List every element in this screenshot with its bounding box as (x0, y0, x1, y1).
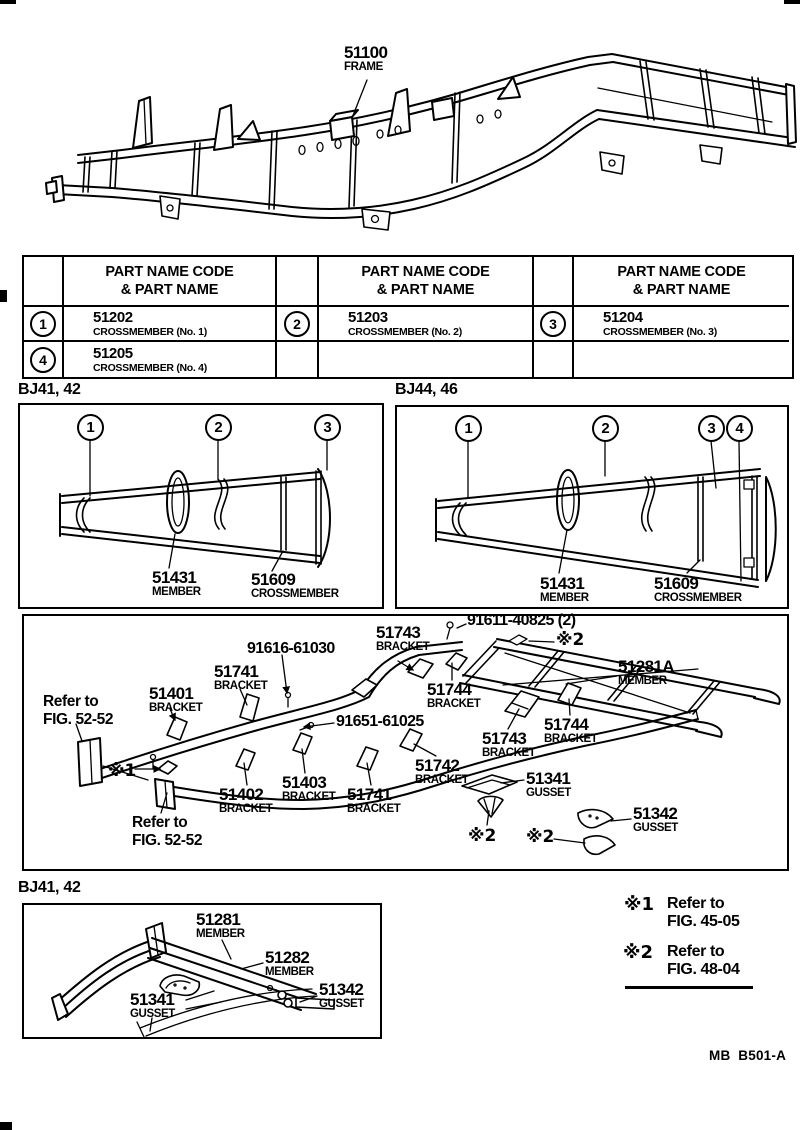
part-label-51282 (265, 949, 314, 979)
part-label-51342 (633, 805, 678, 835)
table-header-line1: PART NAME CODE (105, 263, 234, 280)
part-name: BRACKET (214, 680, 268, 692)
part-name: GUSSET (319, 998, 364, 1010)
table-part-code: 51203 (348, 308, 388, 326)
callout-circle-3: 3 (314, 414, 341, 441)
table-header-cell (319, 257, 534, 307)
part-code: 51431 (540, 574, 585, 593)
part-code: 51342 (319, 980, 364, 999)
part-code: 51609 (654, 574, 699, 593)
table-part-name: CROSSMEMBER (No. 3) (603, 325, 717, 338)
part-name: BRACKET (149, 702, 203, 714)
table-empty-cell (277, 342, 319, 377)
part-code: 51741 (214, 662, 259, 681)
part-name: MEMBER (265, 966, 314, 978)
part-label-51403 (282, 774, 335, 804)
refer-note-bottom (132, 814, 202, 850)
part-code: 91651-61025 (336, 713, 424, 730)
footnote-2 (667, 943, 739, 980)
footnote-line1: Refer to (667, 895, 725, 912)
part-name: CROSSMEMBER (251, 588, 339, 600)
table-callout-cell (24, 342, 64, 377)
frame-illustration (0, 0, 800, 250)
part-code: 51100 (344, 43, 388, 62)
part-code: 51743 (376, 623, 421, 642)
ref-mark-2: ※2 (556, 630, 585, 650)
part-label-51402 (219, 786, 272, 816)
part-code: 51401 (149, 684, 194, 703)
refer-line1: Refer to (43, 693, 99, 710)
variant-label-bj41: BJ41, 42 (18, 381, 81, 398)
part-code: 51609 (251, 570, 296, 589)
table-empty-cell (534, 342, 574, 377)
ref-mark-1: ※1 (624, 894, 655, 915)
table-part-cell (64, 307, 277, 342)
footnote-1 (667, 895, 739, 932)
page-code: MB B501-A (709, 1048, 787, 1063)
table-empty-cell (319, 342, 534, 377)
footnote-line2: FIG. 45-05 (667, 913, 740, 931)
part-name: MEMBER (196, 928, 245, 940)
part-name: MEMBER (618, 675, 667, 687)
refer-line2: FIG. 52-52 (132, 831, 203, 849)
table-part-cell (64, 342, 277, 377)
part-code: 51431 (152, 568, 197, 587)
part-name: BRACKET (347, 803, 401, 815)
part-label-51744-center (427, 681, 480, 711)
table-header-cell (64, 257, 277, 307)
part-label-51100 (344, 44, 387, 74)
ref-mark-2: ※2 (526, 827, 555, 847)
part-label-51609 (654, 575, 742, 605)
part-code: 91611-40825 (2) (467, 612, 576, 629)
table-header-line2: & PART NAME (120, 282, 219, 298)
part-code: 51741 (347, 785, 392, 804)
table-empty-cell (574, 342, 789, 377)
part-code: 51742 (415, 756, 460, 775)
table-part-code: 51205 (93, 344, 133, 362)
part-name: MEMBER (152, 586, 201, 598)
part-name: BRACKET (376, 641, 430, 653)
callout-circle-4: 4 (726, 415, 753, 442)
part-label-51743-lower (482, 730, 535, 760)
table-part-name: CROSSMEMBER (No. 2) (348, 325, 462, 338)
part-label-51341 (526, 770, 571, 800)
part-label-51431 (152, 569, 201, 599)
part-label-51741-bottom (347, 786, 400, 816)
table-header-cell (24, 257, 64, 307)
table-header-cell (574, 257, 789, 307)
table-part-name: CROSSMEMBER (No. 1) (93, 325, 207, 338)
part-label-51431 (540, 575, 589, 605)
part-name: MEMBER (540, 592, 589, 604)
part-code: 51282 (265, 948, 310, 967)
callout-circle-4: 4 (30, 347, 56, 373)
table-header-line2: & PART NAME (376, 282, 475, 298)
part-code: 51341 (526, 769, 571, 788)
table-part-code: 51204 (603, 308, 643, 326)
part-code: 51744 (544, 715, 589, 734)
part-code: 51281A (618, 657, 674, 676)
part-label-51744-lower (544, 716, 597, 746)
callout-circle-1: 1 (77, 414, 104, 441)
table-header-line2: & PART NAME (632, 282, 731, 298)
part-label-51741-top (214, 663, 267, 693)
footnote-divider (625, 986, 753, 989)
part-name: GUSSET (130, 1008, 175, 1020)
part-code: 51342 (633, 804, 678, 823)
part-name: BRACKET (282, 791, 336, 803)
part-label-51281A (618, 658, 674, 688)
callout-circle-1: 1 (30, 311, 56, 337)
refer-line2: FIG. 52-52 (43, 710, 114, 728)
scan-artifact (0, 1122, 12, 1130)
variant-label-bj44: BJ44, 46 (395, 381, 458, 398)
part-code: 51341 (130, 990, 175, 1009)
part-label-91611-40825 (467, 613, 575, 629)
part-name: CROSSMEMBER (654, 592, 742, 604)
table-header-line1: PART NAME CODE (361, 263, 490, 280)
part-label-51609 (251, 571, 339, 601)
refer-line1: Refer to (132, 814, 188, 831)
part-label-51281 (196, 911, 245, 941)
refer-note-top (43, 693, 113, 729)
callout-circle-2: 2 (592, 415, 619, 442)
part-name: FRAME (344, 61, 383, 73)
callout-circle-3: 3 (540, 311, 566, 337)
scan-artifact (0, 290, 7, 302)
table-header-cell (534, 257, 574, 307)
table-header-cell (277, 257, 319, 307)
part-name: GUSSET (633, 822, 678, 834)
part-name-table (22, 255, 794, 379)
part-name: BRACKET (415, 774, 469, 786)
callout-circle-1: 1 (455, 415, 482, 442)
part-name: BRACKET (482, 747, 536, 759)
part-label-51401 (149, 685, 202, 715)
table-part-cell (319, 307, 534, 342)
table-header-line1: PART NAME CODE (617, 263, 746, 280)
part-name: BRACKET (219, 803, 273, 815)
part-label-51743-top (376, 624, 429, 654)
footnote-line1: Refer to (667, 943, 725, 960)
ref-mark-2: ※2 (468, 826, 497, 846)
part-label-91651-61025 (336, 714, 424, 730)
callout-circle-2: 2 (205, 414, 232, 441)
part-name: BRACKET (427, 698, 481, 710)
ref-mark-2: ※2 (623, 942, 654, 963)
table-callout-cell (24, 307, 64, 342)
part-code: 51403 (282, 773, 327, 792)
part-code: 51743 (482, 729, 527, 748)
part-label-51341 (130, 991, 175, 1021)
table-callout-cell (277, 307, 319, 342)
table-callout-cell (534, 307, 574, 342)
part-name: BRACKET (544, 733, 598, 745)
footnote-line2: FIG. 48-04 (667, 961, 740, 979)
part-label-91616-61030 (247, 641, 335, 657)
part-label-51742 (415, 757, 468, 787)
table-part-name: CROSSMEMBER (No. 4) (93, 361, 207, 374)
table-part-code: 51202 (93, 308, 133, 326)
callout-circle-2: 2 (284, 311, 310, 337)
part-code: 51402 (219, 785, 264, 804)
variant-label-bj41-bottom: BJ41, 42 (18, 879, 81, 896)
callout-circle-3: 3 (698, 415, 725, 442)
part-code: 91616-61030 (247, 640, 335, 657)
part-label-51342 (319, 981, 364, 1011)
table-part-cell (574, 307, 789, 342)
part-name: GUSSET (526, 787, 571, 799)
part-code: 51744 (427, 680, 472, 699)
ref-mark-1: ※1 (108, 761, 137, 781)
part-code: 51281 (196, 910, 241, 929)
